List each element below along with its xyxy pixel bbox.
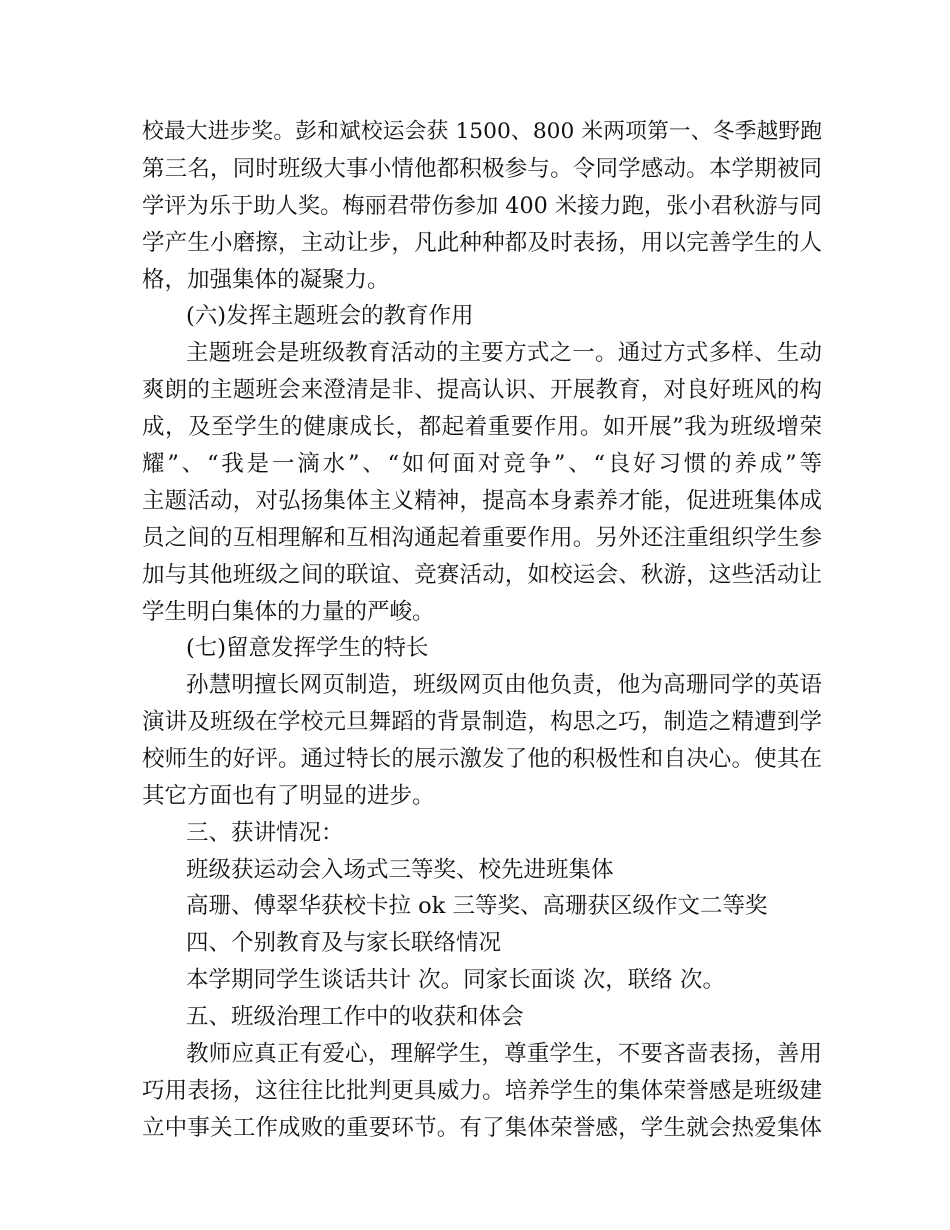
- body-line: 学评为乐于助人奖。梅丽君带伤参加 400 米接力跑，张小君秋游与同: [142, 193, 822, 219]
- body-line: 校师生的好评。通过特长的展示激发了他的积极性和自决心。使其在: [142, 746, 822, 772]
- body-line: 学生明白集体的力量的严峻。: [142, 599, 435, 625]
- paragraph-first-line: 教师应真正有爱心，理解学生，尊重学生，不要吝啬表扬，善用: [186, 1041, 822, 1067]
- body-line: 加与其他班级之间的联谊、竞赛活动，如校运会、秋游，这些活动让: [142, 562, 822, 588]
- body-line: 立中事关工作成败的重要环节。有了集体荣誉感，学生就会热爱集体: [142, 1115, 822, 1141]
- body-line: 学产生小磨擦，主动让步，凡此种种都及时表扬，用以完善学生的人: [142, 230, 822, 256]
- body-line: 其它方面也有了明显的进步。: [142, 783, 435, 809]
- body-line: 成，及至学生的健康成长，都起着重要作用。如开展”我为班级增荣: [142, 414, 822, 440]
- section-heading: 五、班级治理工作中的收获和体会: [186, 1004, 524, 1030]
- body-line: 主题活动，对弘扬集体主义精神，提高本身素养才能，促进班集体成: [142, 488, 822, 514]
- body-line: 格，加强集体的凝聚力。: [142, 267, 390, 293]
- paragraph-first-line: 孙慧明擅长网页制造，班级网页由他负责，他为高珊同学的英语: [186, 672, 822, 698]
- body-line: 高珊、傅翠华获校卡拉 ok 三等奖、高珊获区级作文二等奖: [186, 893, 768, 919]
- section-heading: (七)留意发挥学生的特长: [186, 635, 429, 661]
- body-line: 校最大进步奖。彭和斌校运会获 1500、800 米两项第一、冬季越野跑: [142, 119, 822, 144]
- body-line: 班级获运动会入场式三等奖、校先进班集体: [186, 857, 614, 883]
- body-line: 爽朗的主题班会来澄清是非、提高认识、开展教育，对良好班风的构: [142, 377, 822, 403]
- body-line: 本学期同学生谈话共计 次。同家长面谈 次，联络 次。: [186, 967, 725, 993]
- body-line: 第三名，同时班级大事小情他都积极参与。令同学感动。本学期被同: [142, 156, 822, 182]
- body-line: 巧用表扬，这往往比批判更具威力。培养学生的集体荣誉感是班级建: [142, 1078, 822, 1104]
- body-line: 演讲及班级在学校元旦舞蹈的背景制造，构思之巧，制造之精遭到学: [142, 709, 822, 735]
- section-heading: 四、个别教育及与家长联络情况: [186, 930, 502, 956]
- body-line: 员之间的互相理解和互相沟通起着重要作用。另外还注重组织学生参: [142, 525, 822, 551]
- section-heading: (六)发挥主题班会的教育作用: [186, 303, 474, 329]
- body-line: 耀”、“我是一滴水”、“如何面对竞争”、“良好习惯的养成”等: [142, 451, 822, 477]
- paragraph-first-line: 主题班会是班级教育活动的主要方式之一。通过方式多样、生动: [186, 340, 822, 366]
- section-heading: 三、获讲情况：: [186, 820, 344, 846]
